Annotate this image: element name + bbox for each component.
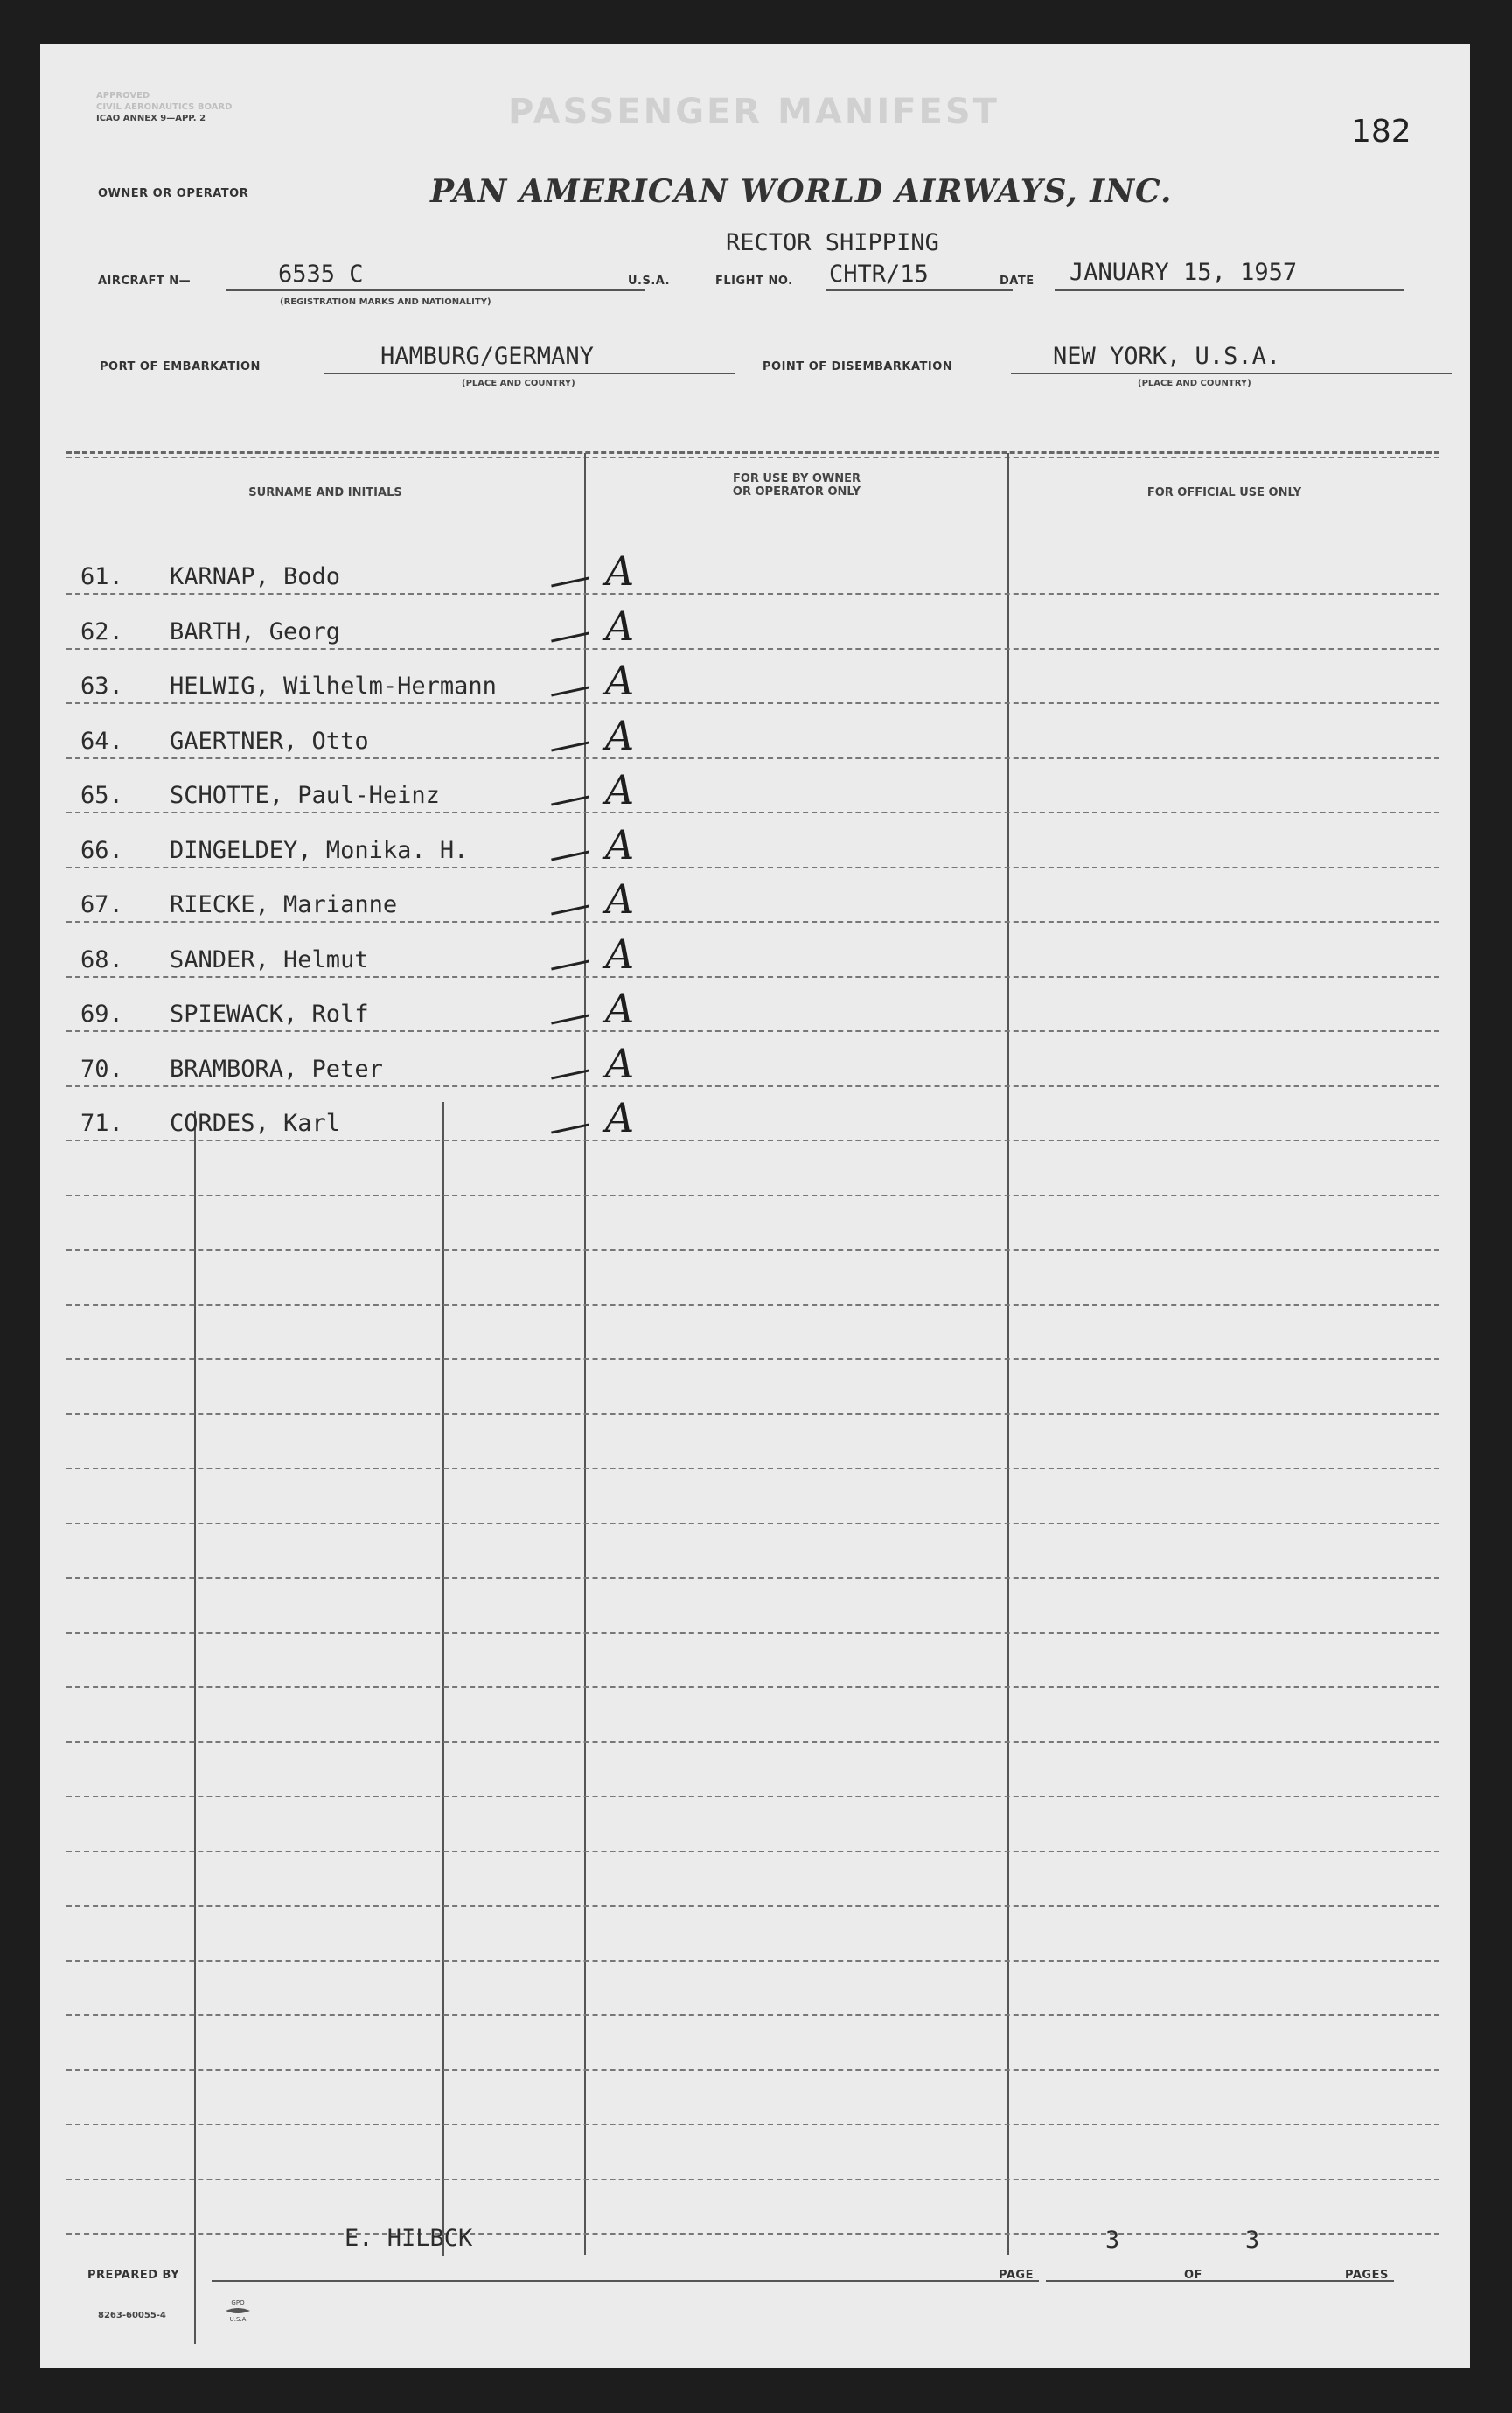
row-line xyxy=(66,1851,1439,1852)
passenger-name: SPIEWACK, Rolf xyxy=(170,1001,369,1028)
row-line xyxy=(66,702,1439,704)
aircraft-value: 6535 C xyxy=(278,261,364,288)
passenger-number: 68. xyxy=(80,946,123,973)
passenger-name: KARNAP, Bodo xyxy=(170,563,341,590)
row-line xyxy=(66,867,1439,868)
embark-value: HAMBURG/GERMANY xyxy=(380,343,594,370)
row-line xyxy=(66,1304,1439,1306)
passenger-name: DINGELDEY, Monika. H. xyxy=(170,837,469,864)
handwritten-check-mark: A xyxy=(605,931,635,978)
handwritten-check-mark: A xyxy=(605,821,635,868)
row-line xyxy=(66,2014,1439,2016)
row-line xyxy=(66,1632,1439,1634)
passenger-name: RIECKE, Marianne xyxy=(170,891,398,918)
row-line xyxy=(66,593,1439,595)
pages-label: PAGES xyxy=(1345,2269,1389,2282)
flight-label: FLIGHT NO. xyxy=(715,275,793,288)
date-value: JANUARY 15, 1957 xyxy=(1070,259,1298,286)
ditto-line-2 xyxy=(442,1102,444,2256)
column-header-owner-use-1: FOR USE BY OWNER xyxy=(732,472,861,485)
aircraft-label: AIRCRAFT N— xyxy=(98,275,192,288)
embark-sublabel: (PLACE AND COUNTRY) xyxy=(462,379,575,388)
row-line xyxy=(66,1468,1439,1469)
passenger-name: HELWIG, Wilhelm-Hermann xyxy=(170,673,497,700)
passenger-number: 62. xyxy=(80,618,123,645)
approved-line-2: CIVIL AERONAUTICS BOARD xyxy=(96,102,233,112)
row-line xyxy=(66,1741,1439,1743)
disembark-sublabel: (PLACE AND COUNTRY) xyxy=(1138,379,1251,388)
handwritten-check-mark: A xyxy=(605,547,635,595)
passenger-number: 63. xyxy=(80,673,123,700)
owner-value: PAN AMERICAN WORLD AIRWAYS, INC. xyxy=(430,173,1173,210)
passenger-name: BARTH, Georg xyxy=(170,618,341,645)
row-line xyxy=(66,1577,1439,1579)
column-header-owner-use-2: OR OPERATOR ONLY xyxy=(732,485,861,499)
row-line xyxy=(66,757,1439,759)
column-header-surname: SURNAME AND INITIALS xyxy=(248,486,402,499)
svg-text:GPO: GPO xyxy=(231,2299,245,2306)
approved-line-3: ICAO ANNEX 9—APP. 2 xyxy=(96,114,206,123)
passenger-number: 64. xyxy=(80,728,123,755)
column-divider-1 xyxy=(584,453,586,2255)
handwritten-check-mark: A xyxy=(605,766,635,813)
row-line xyxy=(66,1796,1439,1797)
row-line xyxy=(66,1686,1439,1688)
passenger-number: 70. xyxy=(80,1056,123,1083)
row-line xyxy=(66,648,1439,650)
row-line xyxy=(66,1905,1439,1907)
gpo-seal-icon xyxy=(220,2297,255,2323)
row-line xyxy=(66,1140,1439,1141)
form-code: 8263-60055-4 xyxy=(98,2311,166,2320)
passenger-number: 71. xyxy=(80,1110,123,1137)
row-line xyxy=(66,812,1439,813)
passenger-name: BRAMBORA, Peter xyxy=(170,1056,383,1083)
approved-line-1: APPROVED xyxy=(96,91,150,101)
embark-label: PORT OF EMBARKATION xyxy=(100,360,261,373)
page-value: 3 xyxy=(1105,2227,1120,2254)
disembark-value: NEW YORK, U.S.A. xyxy=(1053,343,1281,370)
row-line xyxy=(66,921,1439,923)
passenger-number: 65. xyxy=(80,782,123,809)
row-line xyxy=(66,2069,1439,2071)
prepared-by-label: PREPARED BY xyxy=(87,2269,180,2282)
of-label: OF xyxy=(1184,2269,1202,2282)
page-label: PAGE xyxy=(999,2269,1034,2282)
handwritten-check-mark: A xyxy=(605,657,635,704)
owner-label: OWNER OR OPERATOR xyxy=(98,187,249,200)
manifest-sheet xyxy=(40,44,1470,2368)
row-line xyxy=(66,2233,1439,2235)
handwritten-check-mark: A xyxy=(605,1040,635,1087)
date-label: DATE xyxy=(1000,275,1035,288)
column-divider-2 xyxy=(1007,453,1009,2255)
row-line xyxy=(66,1030,1439,1032)
row-line xyxy=(66,1523,1439,1524)
handwritten-check-mark: A xyxy=(605,875,635,923)
passenger-name: CORDES, Karl xyxy=(170,1110,341,1137)
row-line xyxy=(66,1413,1439,1415)
aircraft-sublabel: (REGISTRATION MARKS AND NATIONALITY) xyxy=(280,297,491,307)
of-value: 3 xyxy=(1245,2227,1260,2254)
passenger-name: SCHOTTE, Paul-Heinz xyxy=(170,782,440,809)
row-line xyxy=(66,1195,1439,1196)
passenger-number: 61. xyxy=(80,563,123,590)
handwritten-check-mark: A xyxy=(605,712,635,759)
form-title: PASSENGER MANIFEST xyxy=(508,92,1000,132)
prepared-by-value: E. HILBCK xyxy=(345,2225,473,2252)
column-header-official: FOR OFFICIAL USE ONLY xyxy=(1146,486,1302,499)
row-line xyxy=(66,2124,1439,2125)
charter-note: RECTOR SHIPPING xyxy=(726,229,939,256)
row-line xyxy=(66,1358,1439,1360)
row-line xyxy=(66,1960,1439,1962)
handwritten-check-mark: A xyxy=(605,603,635,650)
row-line xyxy=(66,1085,1439,1087)
nationality: U.S.A. xyxy=(628,275,671,288)
passenger-name: GAERTNER, Otto xyxy=(170,728,369,755)
disembark-label: POINT OF DISEMBARKATION xyxy=(763,360,953,373)
row-line xyxy=(66,976,1439,978)
passenger-name: SANDER, Helmut xyxy=(170,946,369,973)
page-stamp-number: 182 xyxy=(1351,114,1411,150)
row-line xyxy=(66,1249,1439,1251)
passenger-number: 66. xyxy=(80,837,123,864)
handwritten-check-mark: A xyxy=(605,985,635,1032)
ditto-line-1 xyxy=(194,1111,196,2344)
row-line xyxy=(66,2179,1439,2180)
passenger-number: 67. xyxy=(80,891,123,918)
flight-value: CHTR/15 xyxy=(829,261,929,288)
svg-text:U.S.A: U.S.A xyxy=(229,2316,247,2323)
handwritten-check-mark: A xyxy=(605,1094,635,1141)
passenger-number: 69. xyxy=(80,1001,123,1028)
